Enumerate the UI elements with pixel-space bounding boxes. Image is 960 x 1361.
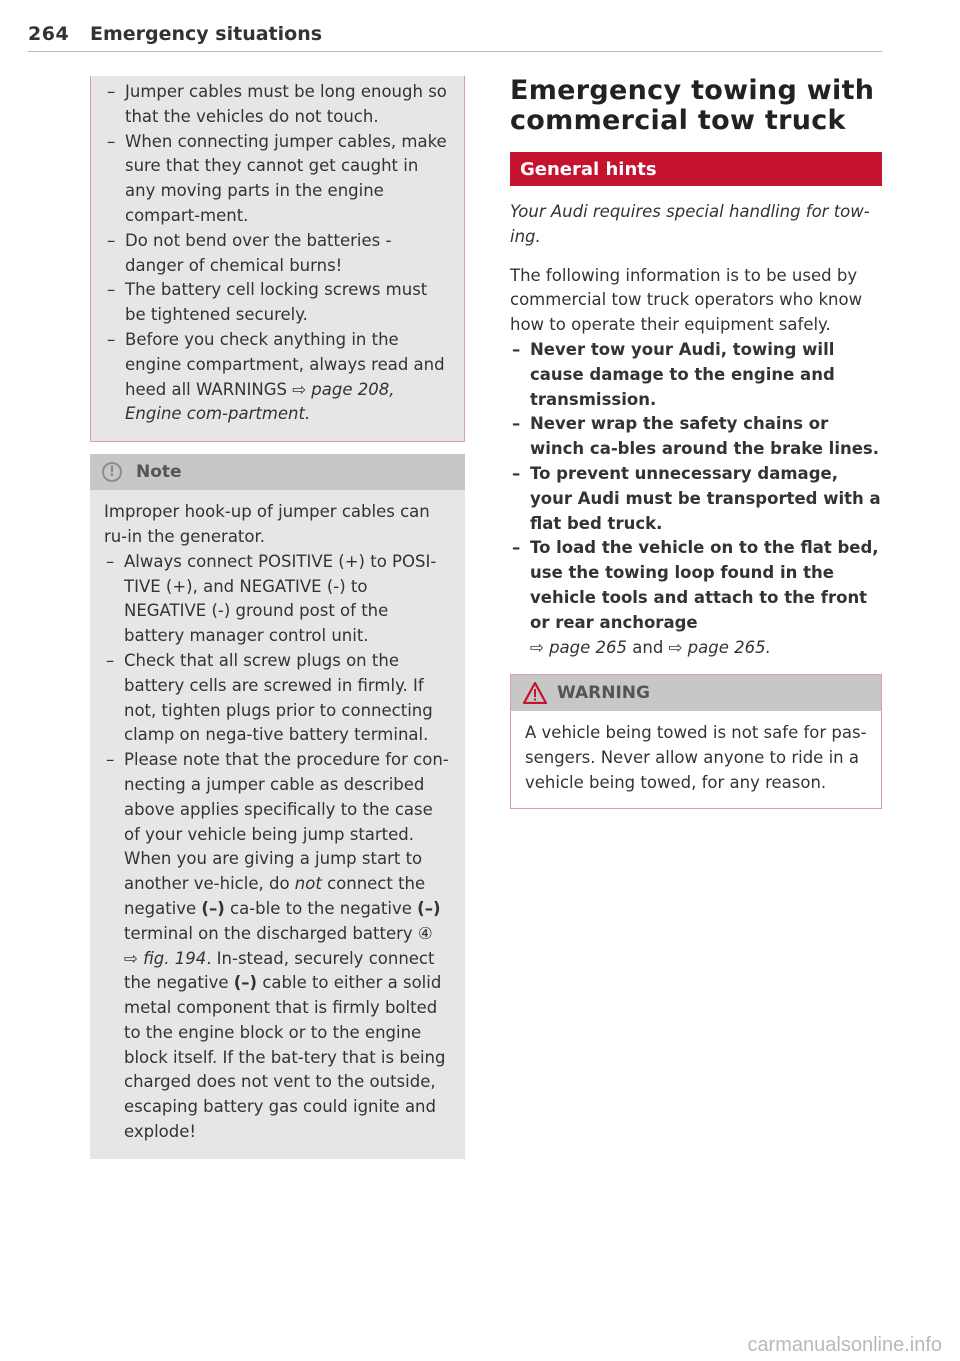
warning-item: – When connecting jumper cables, make sure that they cannot get caught in any moving parts in the engine compart-ment.: [105, 130, 450, 229]
page-reference-link[interactable]: ⇨ page 208, Engine com-partment.: [125, 379, 395, 424]
intro-text: Your Audi requires special handling for tow-ing.: [510, 202, 870, 246]
note-item: – Always connect POSITIVE (+) to POSI-TIVE (+), and NEGATIVE (-) to NEGATIVE (-) ground post of the battery manager control unit.: [104, 550, 451, 649]
exclamation-circle-icon: !: [102, 462, 122, 482]
subheading-bar: General hints: [510, 152, 882, 186]
warning-box: [510, 674, 882, 808]
note-text: connect the negative: [124, 874, 426, 918]
note-text: cable to either a solid metal component that is firmly bolted to the engine block or to the engine block itself. If the bat-tery that is being charged does not vent to the outside, escaping battery gas could ignite and explode!: [124, 973, 446, 1142]
connector-text: and: [627, 637, 669, 657]
figure-reference-link[interactable]: ⇨ fig. 194: [124, 948, 207, 968]
page-header: [28, 20, 882, 52]
note-text: Please note that the procedure for con-necting a jumper cable as described above applies specifically to the case of your vehicle being jump started. When you are giving a jump start to another ve-hicle, do: [124, 750, 449, 894]
page-reference-link[interactable]: ⇨ page 265: [530, 637, 628, 657]
negative-symbol: (–): [233, 973, 258, 993]
towing-instructions-list: [510, 338, 882, 660]
note-text: . In-stead, securely connect the negative: [124, 948, 435, 993]
warning-item: – Jumper cables must be long enough so that the vehicles do not touch.: [105, 80, 450, 130]
emphasis-text: not: [294, 874, 322, 894]
instruction-text: To load the vehicle on to the flat bed, use the towing loop found in the vehicle tools and attach to the front or rear anchorage: [530, 538, 879, 632]
warning-continuation-box: [90, 76, 465, 442]
body-paragraph: The following information is to be used by commercial tow truck operators who know how to operate their equipment safely.: [510, 265, 863, 335]
page-reference-link[interactable]: ⇨ page 265.: [668, 637, 771, 657]
note-box: [90, 454, 465, 1159]
negative-symbol: (–): [417, 898, 441, 918]
note-text: terminal on the discharged battery: [124, 923, 418, 943]
section-title: Emergency situations: [90, 23, 323, 45]
warning-title: WARNING: [557, 683, 650, 704]
left-column: [90, 76, 465, 1159]
negative-symbol: (–): [201, 898, 225, 918]
instruction-item: [510, 536, 882, 660]
warning-item-text: Before you check anything in the engine compartment, always read and heed all WARNINGS: [125, 329, 445, 399]
warning-text: A vehicle being towed is not safe for pas-sengers. Never allow anyone to ride in a vehicle being towed, for any reason.: [525, 723, 867, 792]
warning-header: [511, 675, 881, 711]
instruction-item: – Never tow your Audi, towing will cause damage to the engine and transmission.: [510, 338, 882, 412]
page-number: 264: [28, 23, 70, 45]
instruction-item: – To prevent unnecessary damage, your Audi must be transported with a flat bed truck.: [510, 462, 882, 536]
circled-number-icon: ④: [417, 923, 433, 943]
note-item: – Check that all screw plugs on the battery cells are screwed in firmly. If not, tighten plugs prior to connecting clamp on nega-tive battery terminal.: [104, 649, 451, 748]
warning-list: [105, 80, 450, 427]
note-text: ca-ble to the negative: [224, 898, 418, 918]
note-title: Note: [136, 462, 182, 483]
note-intro: Improper hook-up of jumper cables can ru-in the generator.: [104, 502, 430, 546]
warning-item: – Do not bend over the batteries - danger of chemical burns!: [105, 229, 450, 279]
note-header: [90, 454, 465, 490]
warning-item: – The battery cell locking screws must be tightened securely.: [105, 278, 450, 328]
note-item: [104, 748, 451, 1145]
note-list: [104, 550, 451, 1145]
footer-watermark-url: carmanualsonline.info: [747, 1334, 942, 1356]
note-body: [90, 490, 465, 1159]
right-column: [510, 76, 882, 809]
warning-triangle-icon: [523, 682, 547, 704]
instruction-item: – Never wrap the safety chains or winch ca-bles around the brake lines.: [510, 412, 882, 462]
warning-item: [105, 328, 450, 427]
chapter-heading: Emergency towing with commercial tow truck: [510, 75, 875, 136]
